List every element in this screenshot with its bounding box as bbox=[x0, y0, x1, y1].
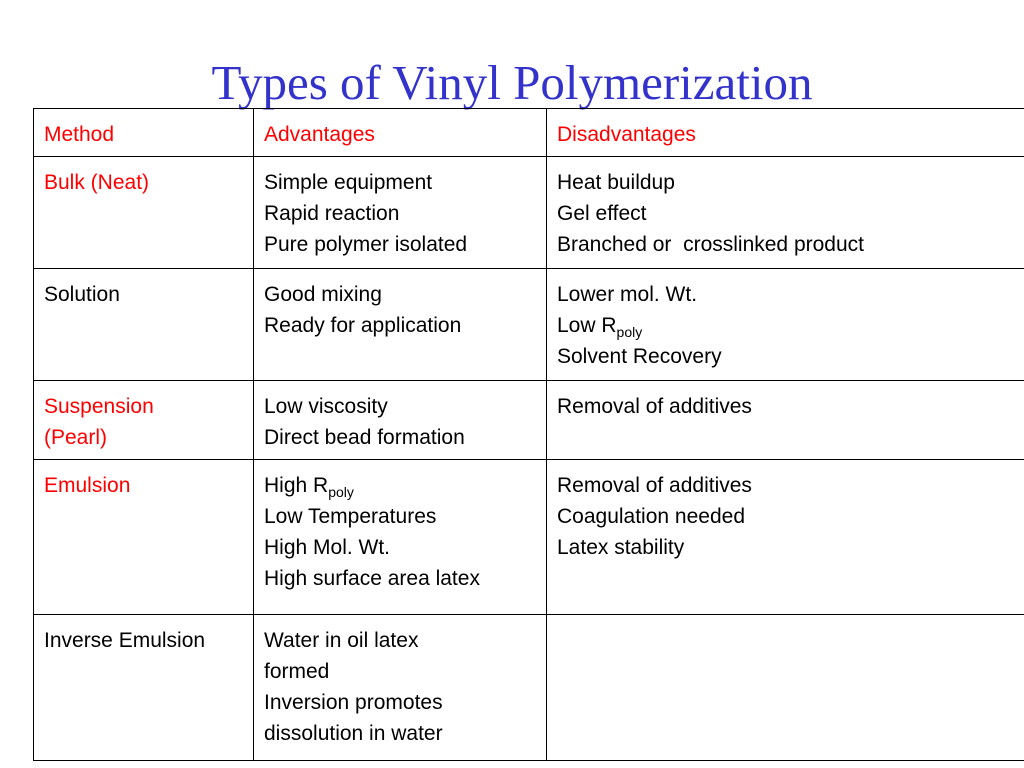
disadvantage-item: Coagulation needed bbox=[557, 505, 745, 528]
advantage-item: dissolution in water bbox=[264, 722, 443, 745]
table-header-row bbox=[34, 109, 1024, 157]
advantages-cell bbox=[254, 615, 547, 761]
header-advantages: Advantages bbox=[254, 109, 547, 157]
advantage-item: Good mixing bbox=[264, 283, 382, 306]
advantage-item: Simple equipment bbox=[264, 171, 433, 194]
table-row bbox=[34, 615, 1024, 761]
table-row bbox=[34, 157, 1024, 269]
advantage-item: Ready for application bbox=[264, 314, 462, 337]
subscript-poly: poly bbox=[616, 324, 643, 340]
method-label: (Pearl) bbox=[44, 426, 108, 449]
table-row bbox=[34, 269, 1024, 381]
method-label: Bulk (Neat) bbox=[44, 171, 150, 194]
method-cell bbox=[34, 269, 254, 381]
method-label: Emulsion bbox=[44, 474, 131, 497]
advantages-cell bbox=[254, 460, 547, 615]
advantage-item: Direct bead formation bbox=[264, 426, 465, 449]
disadvantages-cell bbox=[547, 157, 1024, 269]
header-method: Method bbox=[34, 109, 254, 157]
method-cell bbox=[34, 460, 254, 615]
disadvantage-item: Branched or crosslinked product bbox=[557, 233, 864, 256]
table-row bbox=[34, 381, 1024, 460]
subscript-base: Low R bbox=[557, 314, 617, 337]
advantages-cell bbox=[254, 269, 547, 381]
advantage-item: Water in oil latex bbox=[264, 629, 419, 652]
disadvantage-item: Removal of additives bbox=[557, 395, 752, 418]
subscript-base: High R bbox=[264, 474, 329, 497]
advantage-item bbox=[264, 470, 536, 501]
method-label: Suspension bbox=[44, 395, 154, 418]
advantage-item: High surface area latex bbox=[264, 567, 480, 590]
disadvantage-item: Heat buildup bbox=[557, 171, 675, 194]
disadvantage-item: Lower mol. Wt. bbox=[557, 283, 698, 306]
method-cell bbox=[34, 615, 254, 761]
subscript-poly: poly bbox=[328, 484, 354, 500]
header-disadvantages: Disadvantages bbox=[547, 109, 1024, 157]
advantage-item: Low Temperatures bbox=[264, 505, 437, 528]
advantage-item: High Mol. Wt. bbox=[264, 536, 391, 559]
advantages-cell bbox=[254, 157, 547, 269]
method-cell bbox=[34, 381, 254, 460]
disadvantage-item: Gel effect bbox=[557, 202, 647, 225]
method-label: Inverse Emulsion bbox=[44, 629, 206, 652]
advantages-cell bbox=[254, 381, 547, 460]
disadvantage-item: Latex stability bbox=[557, 536, 685, 559]
method-label: Solution bbox=[44, 283, 120, 306]
slide-title: Types of Vinyl Polymerization bbox=[211, 55, 813, 110]
disadvantage-item: Solvent Recovery bbox=[557, 345, 722, 368]
table-row bbox=[34, 460, 1024, 615]
disadvantages-cell bbox=[547, 269, 1024, 381]
disadvantages-cell bbox=[547, 460, 1024, 615]
disadvantage-item: Removal of additives bbox=[557, 474, 752, 497]
disadvantages-cell bbox=[547, 615, 1024, 761]
advantage-item: Rapid reaction bbox=[264, 202, 400, 225]
polymerization-table bbox=[33, 108, 1024, 761]
advantage-item: Inversion promotes bbox=[264, 691, 443, 714]
advantage-item: Pure polymer isolated bbox=[264, 233, 468, 256]
method-cell bbox=[34, 157, 254, 269]
disadvantages-cell bbox=[547, 381, 1024, 460]
disadvantage-item bbox=[557, 310, 1014, 341]
advantage-item: formed bbox=[264, 660, 330, 683]
advantage-item: Low viscosity bbox=[264, 395, 388, 418]
